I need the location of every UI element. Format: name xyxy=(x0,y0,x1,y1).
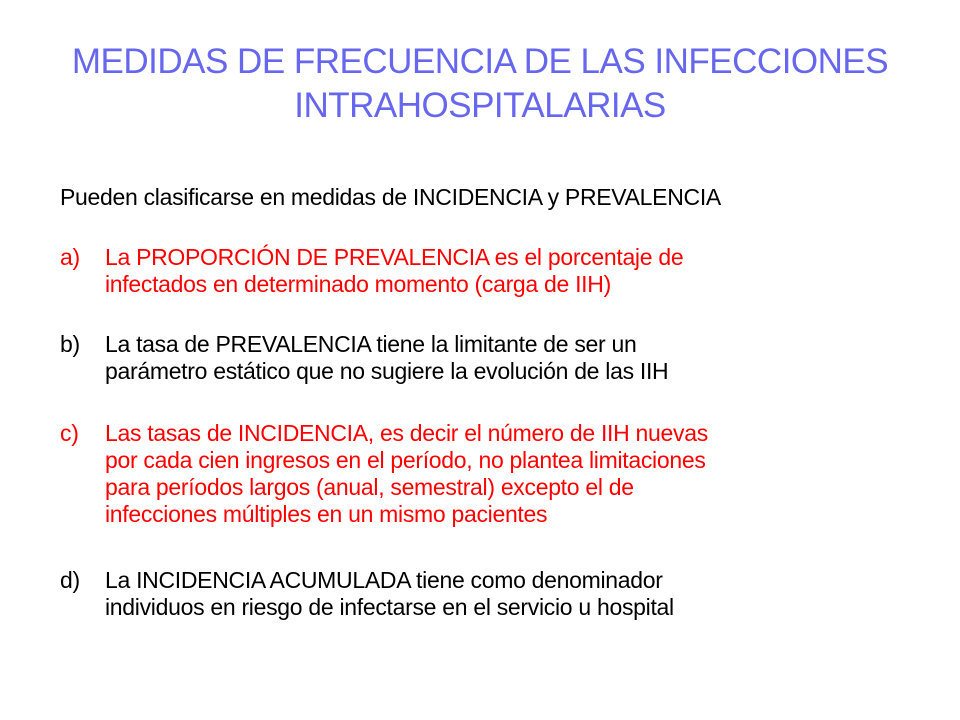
list-item-line: para períodos largos (anual, semestral) excepto el de xyxy=(105,474,634,500)
list-item-text xyxy=(105,420,920,528)
intro-text: Pueden clasificarse en medidas de INCIDENCIA y PREVALENCIA xyxy=(60,184,721,210)
list-item-line: La INCIDENCIA ACUMULADA tiene como denominador xyxy=(105,567,663,593)
list-item-marker: d) xyxy=(60,567,80,593)
list-item-line: infectados en determinado momento (carga de IIH) xyxy=(105,271,611,297)
slide-title xyxy=(40,40,920,128)
list-item-line: parámetro estático que no sugiere la evolución de las IIH xyxy=(105,358,669,384)
list-item-line: por cada cien ingresos en el período, no plantea limitaciones xyxy=(105,447,706,473)
list-item-line: individuos en riesgo de infectarse en el servicio u hospital xyxy=(105,594,674,620)
slide-title-line-1: MEDIDAS DE FRECUENCIA DE LAS INFECCIONES xyxy=(71,42,889,81)
slide-title-line-2: INTRAHOSPITALARIAS xyxy=(294,86,666,125)
list-item-marker: c) xyxy=(60,420,79,446)
list-item-text xyxy=(105,331,920,385)
list-item-marker: a) xyxy=(60,244,80,270)
list-item-line: La tasa de PREVALENCIA tiene la limitante de ser un xyxy=(105,331,637,357)
list-item-line: Las tasas de INCIDENCIA, es decir el número de IIH nuevas xyxy=(105,420,708,446)
list-item-line: infecciones múltiples en un mismo pacientes xyxy=(105,501,548,527)
list-item-text xyxy=(105,244,920,298)
list-item-marker: b) xyxy=(60,331,80,357)
list-item-text xyxy=(105,567,920,621)
list-item-line: La PROPORCIÓN DE PREVALENCIA es el porcentaje de xyxy=(105,244,684,270)
